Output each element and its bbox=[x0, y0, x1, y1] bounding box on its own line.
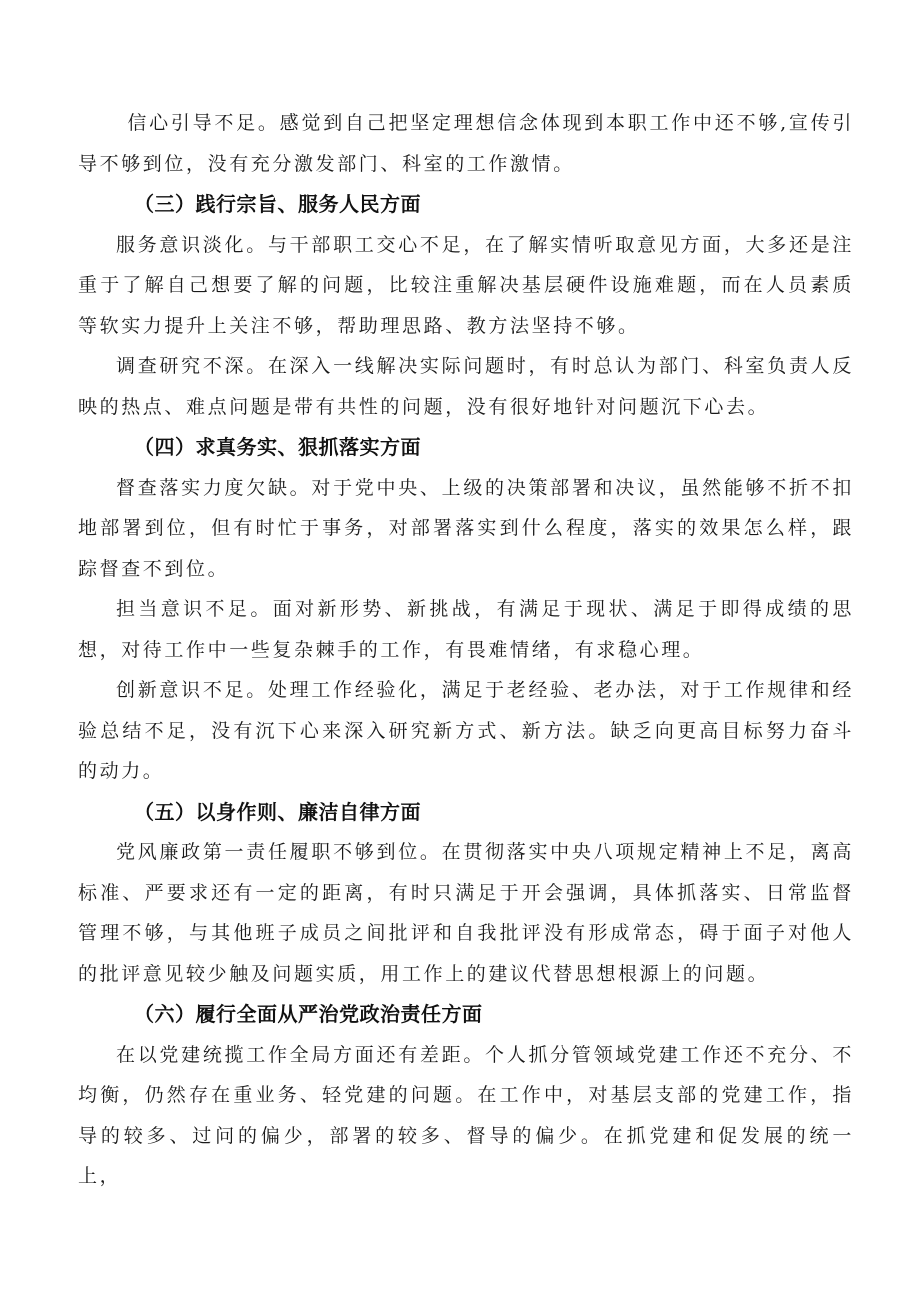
paragraph-innovation: 创新意识不足。处理工作经验化，满足于老经验、老办法，对于工作规律和经验总结不足，没有沉下心来深入研究新方式、新方法。缺乏向更高目标努力奋斗的动力。 bbox=[78, 679, 854, 782]
paragraph-service-awareness: 服务意识淡化。与干部职工交心不足，在了解实情听取意见方面，大多还是注重于了解自己想要了解的问题，比较注重解决基层硬件设施难题，而在人员素质等软实力提升上关注不够，帮助理思路、教方法坚持不够。 bbox=[78, 233, 854, 337]
paragraph-responsibility: 担当意识不足。面对新形势、新挑战，有满足于现状、满足于即得成绩的思想，对待工作中一些复杂棘手的工作，有畏难情绪，有求稳心理。 bbox=[78, 598, 854, 661]
section-heading-5: （五）以身作则、廉洁自律方面 bbox=[134, 799, 421, 824]
paragraph-faith-guidance: 信心引导不足。感觉到自己把坚定理想信念体现到本职工作中还不够,宣传引导不够到位，没有充分激发部门、科室的工作激情。 bbox=[78, 112, 854, 175]
paragraph-supervision: 督查落实力度欠缺。对于党中央、上级的决策部署和决议，虽然能够不折不扣地部署到位，但有时忙于事务，对部署落实到什么程度，落实的效果怎么样，跟踪督查不到位。 bbox=[78, 476, 854, 580]
document-page bbox=[78, 103, 854, 1197]
paragraph-party-building: 在以党建统揽工作全局方面还有差距。个人抓分管领域党建工作还不充分、不均衡，仍然存在重业务、轻党建的问题。在工作中，对基层支部的党建工作，指导的较多、过问的偏少，部署的较多、督导的偏少。在抓党建和促发展的统一上， bbox=[78, 1043, 854, 1187]
paragraph-investigation: 调查研究不深。在深入一线解决实际问题时，有时总认为部门、科室负责人反映的热点、难点问题是带有共性的问题，没有很好地针对问题沉下心去。 bbox=[78, 355, 854, 418]
section-heading-4: （四）求真务实、狠抓落实方面 bbox=[134, 435, 421, 459]
section-heading-6: （六）履行全面从严治党政治责任方面 bbox=[134, 1002, 483, 1026]
paragraph-clean-governance: 党风廉政第一责任履职不够到位。在贯彻落实中央八项规定精神上不足，离高标准、严要求还有一定的距离，有时只满足于开会强调，具体抓落实、日常监督管理不够，与其他班子成员之间批评和自我批评没有形成常态，碍于面子对他人的批评意见较少触及问题实质，用工作上的建议代替思想根源上的问题。 bbox=[78, 841, 854, 985]
section-heading-3: （三）践行宗旨、服务人民方面 bbox=[134, 192, 421, 216]
